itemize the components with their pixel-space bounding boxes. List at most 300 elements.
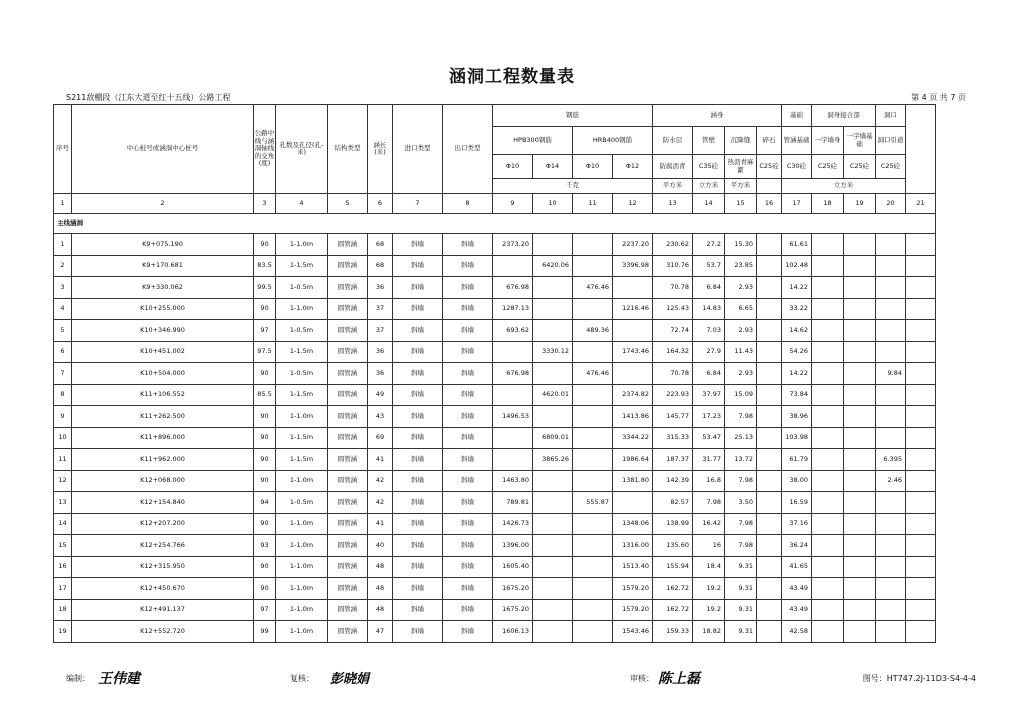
table-cell [812, 470, 844, 492]
table-cell: 6809.01 [533, 427, 573, 449]
table-cell [533, 363, 573, 385]
column-number: 20 [876, 194, 906, 214]
table-cell [533, 492, 573, 514]
header-center: 中心桩号或涵洞中心桩号 [72, 105, 254, 194]
table-cell [906, 234, 936, 256]
table-cell: 83.5 [254, 255, 276, 277]
table-cell: 斜墙 [443, 427, 493, 449]
header-d10: Φ10 [493, 155, 533, 179]
table-cell: 40 [368, 535, 393, 557]
header-wall2: 一字墙基础 [844, 127, 876, 155]
table-cell: 斜墙 [393, 599, 443, 621]
table-cell: 斜墙 [443, 621, 493, 643]
table-cell [876, 341, 906, 363]
table-cell [613, 320, 653, 342]
table-cell: 9.31 [725, 578, 757, 600]
table-cell: 85.5 [254, 384, 276, 406]
table-cell: 2 [54, 255, 72, 277]
table-cell: 16 [54, 556, 72, 578]
table-row [54, 556, 936, 578]
table-cell: 94 [254, 492, 276, 514]
table-cell: 476.46 [573, 277, 613, 299]
header-x10: Φ10 [573, 155, 613, 179]
table-row [54, 298, 936, 320]
table-cell: 82.57 [653, 492, 693, 514]
column-number: 16 [757, 194, 782, 214]
table-cell: 斜墙 [393, 535, 443, 557]
table-cell: 142.39 [653, 470, 693, 492]
table-cell: 90 [254, 449, 276, 471]
table-cell: 斜墙 [393, 298, 443, 320]
table-cell: 36.24 [782, 535, 812, 557]
table-cell: 13.72 [725, 449, 757, 471]
table-cell [844, 513, 876, 535]
table-cell [906, 449, 936, 471]
table-cell [757, 621, 782, 643]
header-portal: 洞口 [876, 105, 906, 127]
table-row [54, 255, 936, 277]
table-cell: K12+254.766 [72, 535, 254, 557]
table-cell [844, 298, 876, 320]
table-cell: 31.77 [693, 449, 725, 471]
header-asphalt: 防腐沥青 [653, 155, 693, 179]
table-cell [533, 578, 573, 600]
table-cell [812, 320, 844, 342]
table-cell: K11+106.552 [72, 384, 254, 406]
table-cell [876, 255, 906, 277]
table-row [54, 492, 936, 514]
table-cell: 4620.01 [533, 384, 573, 406]
table-cell: 73.84 [782, 384, 812, 406]
header-c25-wall2: C25砼 [844, 155, 876, 179]
table-cell: 16 [693, 535, 725, 557]
table-cell [757, 363, 782, 385]
table-cell: 164.32 [653, 341, 693, 363]
table-cell: 162.72 [653, 599, 693, 621]
column-number: 11 [573, 194, 613, 214]
table-cell: 54.26 [782, 341, 812, 363]
table-cell: 7.98 [693, 492, 725, 514]
table-cell: 103.98 [782, 427, 812, 449]
table-cell [906, 599, 936, 621]
table-cell [906, 384, 936, 406]
table-cell [533, 621, 573, 643]
table-cell [493, 427, 533, 449]
table-cell [812, 535, 844, 557]
table-cell: 1513.40 [613, 556, 653, 578]
table-cell [573, 298, 613, 320]
table-cell: 90 [254, 406, 276, 428]
table-cell: 90 [254, 298, 276, 320]
table-cell: 1-1.5m [276, 341, 328, 363]
table-cell: 37.16 [782, 513, 812, 535]
section-label: 主线涵洞 [54, 214, 936, 234]
table-cell: 25.13 [725, 427, 757, 449]
header-outlet: 出口类型 [443, 105, 493, 194]
table-cell: 7.98 [725, 470, 757, 492]
table-cell [812, 234, 844, 256]
table-cell: 90 [254, 578, 276, 600]
table-cell: 70.78 [653, 277, 693, 299]
table-cell: 14.83 [693, 298, 725, 320]
header-hole: 孔数及孔径(孔-米) [276, 105, 328, 194]
table-cell: 1-1.0m [276, 470, 328, 492]
table-cell: 斜墙 [393, 320, 443, 342]
table-row [54, 384, 936, 406]
table-cell: 14 [54, 513, 72, 535]
table-cell: 16.8 [693, 470, 725, 492]
table-cell: 1605.40 [493, 556, 533, 578]
table-cell: 斜墙 [443, 406, 493, 428]
table-cell [876, 513, 906, 535]
table-cell: K12+207.200 [72, 513, 254, 535]
column-number: 19 [844, 194, 876, 214]
table-cell: 693.62 [493, 320, 533, 342]
table-cell: 1-1.0m [276, 234, 328, 256]
table-cell: 789.81 [493, 492, 533, 514]
table-cell: 11.43 [725, 341, 757, 363]
table-cell [906, 320, 936, 342]
project-name: S211敌棚段（江东大道至红十五线）公路工程 [66, 93, 231, 102]
table-cell: 310.76 [653, 255, 693, 277]
table-cell: 斜墙 [443, 298, 493, 320]
table-cell: 9.31 [725, 556, 757, 578]
table-cell [812, 578, 844, 600]
table-cell [812, 427, 844, 449]
table-cell: 斜墙 [393, 255, 443, 277]
table-cell: 49 [368, 384, 393, 406]
header-row-1 [54, 105, 936, 127]
table-cell [757, 578, 782, 600]
table-cell [493, 255, 533, 277]
table-cell [844, 599, 876, 621]
table-cell: 6.65 [725, 298, 757, 320]
table-cell: 1-1.0m [276, 513, 328, 535]
table-cell [844, 449, 876, 471]
header-c35: C35砼 [693, 155, 725, 179]
table-cell: K10+255.000 [72, 298, 254, 320]
table-cell: 41 [368, 513, 393, 535]
table-cell: 2237.20 [613, 234, 653, 256]
header-body: 涵身 [653, 105, 782, 127]
check-label: 复核： [290, 674, 314, 683]
header-unit-sqm: 平方米 [653, 179, 693, 194]
table-cell: K9+075.190 [72, 234, 254, 256]
table-cell [757, 513, 782, 535]
column-number: 17 [782, 194, 812, 214]
table-cell: 1216.46 [613, 298, 653, 320]
table-cell [533, 234, 573, 256]
table-cell: 1743.46 [613, 341, 653, 363]
table-cell: 1496.53 [493, 406, 533, 428]
table-cell: K12+450.670 [72, 578, 254, 600]
table-cell [757, 277, 782, 299]
table-cell [573, 255, 613, 277]
header-d14: Φ14 [533, 155, 573, 179]
header-inlet: 进口类型 [393, 105, 443, 194]
table-cell [533, 535, 573, 557]
table-cell: 1-0.5m [276, 320, 328, 342]
table-cell: 7.98 [725, 513, 757, 535]
table-cell [757, 406, 782, 428]
table-cell: 8 [54, 384, 72, 406]
table-cell [906, 255, 936, 277]
column-number: 2 [72, 194, 254, 214]
header-pipe: 管壁 [693, 127, 725, 155]
table-cell: 1463.80 [493, 470, 533, 492]
table-cell [844, 470, 876, 492]
quantity-table [53, 104, 936, 643]
table-cell: 315.33 [653, 427, 693, 449]
table-cell: 1 [54, 234, 72, 256]
table-cell [757, 384, 782, 406]
table-cell [613, 492, 653, 514]
table-cell [876, 234, 906, 256]
table-cell [906, 298, 936, 320]
table-cell: 2.93 [725, 363, 757, 385]
table-cell [876, 492, 906, 514]
table-row [54, 277, 936, 299]
table-cell: 圆管涵 [328, 578, 368, 600]
table-cell: 555.87 [573, 492, 613, 514]
table-cell [573, 234, 613, 256]
page-title: 涵洞工程数量表 [449, 67, 575, 87]
header-settle-sub: 热沥青麻絮 [725, 155, 757, 179]
table-cell: 1606.13 [493, 621, 533, 643]
table-cell: 斜墙 [443, 234, 493, 256]
table-cell: 4 [54, 298, 72, 320]
table-cell: 9 [54, 406, 72, 428]
table-cell: 12 [54, 470, 72, 492]
table-cell: 90 [254, 363, 276, 385]
table-cell: 6420.06 [533, 255, 573, 277]
table-cell: 斜墙 [443, 556, 493, 578]
table-cell: 斜墙 [393, 578, 443, 600]
table-cell [812, 513, 844, 535]
table-cell: 53.7 [693, 255, 725, 277]
column-number: 5 [328, 194, 368, 214]
table-cell [906, 492, 936, 514]
table-cell: 187.37 [653, 449, 693, 471]
header-seq: 序号 [54, 105, 72, 194]
header-transition: 洞身接合部 [812, 105, 876, 127]
table-cell [812, 363, 844, 385]
table-cell: 圆管涵 [328, 492, 368, 514]
table-cell: 135.60 [653, 535, 693, 557]
table-cell: 斜墙 [393, 384, 443, 406]
table-cell: 1316.00 [613, 535, 653, 557]
table-cell [573, 578, 613, 600]
column-number: 14 [693, 194, 725, 214]
table-cell: 1-0.5m [276, 363, 328, 385]
table-cell [812, 255, 844, 277]
column-number: 9 [493, 194, 533, 214]
table-cell [906, 513, 936, 535]
table-cell: 14.22 [782, 277, 812, 299]
table-cell: 斜墙 [443, 470, 493, 492]
table-cell: 15.30 [725, 234, 757, 256]
table-cell: 68 [368, 234, 393, 256]
table-cell [757, 427, 782, 449]
table-cell: 159.33 [653, 621, 693, 643]
table-cell: 斜墙 [443, 492, 493, 514]
table-cell: 3396.98 [613, 255, 653, 277]
table-cell [906, 535, 936, 557]
table-cell: 斜墙 [443, 513, 493, 535]
drawing-number: 图号：HT747.2J-11D3-S4-4-4 [862, 674, 976, 683]
table-cell [876, 427, 906, 449]
table-cell [573, 535, 613, 557]
table-row [54, 470, 936, 492]
table-cell: 93 [254, 535, 276, 557]
table-cell: 圆管涵 [328, 384, 368, 406]
table-cell: 斜墙 [393, 406, 443, 428]
table-cell [844, 535, 876, 557]
table-row [54, 578, 936, 600]
table-cell: 476.46 [573, 363, 613, 385]
table-cell [757, 535, 782, 557]
table-cell: 37.97 [693, 384, 725, 406]
table-cell [876, 578, 906, 600]
table-cell: 145.77 [653, 406, 693, 428]
table-cell: 69 [368, 427, 393, 449]
table-cell: 99.5 [254, 277, 276, 299]
table-cell [812, 277, 844, 299]
column-number: 1 [54, 194, 72, 214]
table-cell [876, 535, 906, 557]
table-cell: 1579.20 [613, 599, 653, 621]
header-c30: C30砼 [782, 155, 812, 179]
table-cell: 47 [368, 621, 393, 643]
table-cell: 14.62 [782, 320, 812, 342]
table-cell: 14.22 [782, 363, 812, 385]
header-c25-gravel: C25砼 [757, 155, 782, 179]
table-cell [613, 277, 653, 299]
table-cell: 125.43 [653, 298, 693, 320]
table-row [54, 513, 936, 535]
table-cell: 圆管涵 [328, 427, 368, 449]
column-number: 6 [368, 194, 393, 214]
table-cell: 41 [368, 449, 393, 471]
table-cell: 圆管涵 [328, 470, 368, 492]
header-steel: 钢筋 [493, 105, 653, 127]
section-row [54, 214, 936, 234]
header-hrb: HRB400钢筋 [573, 127, 653, 155]
table-cell: 37 [368, 298, 393, 320]
table-cell: K12+491.137 [72, 599, 254, 621]
table-cell: 1-1.5m [276, 427, 328, 449]
table-cell [757, 492, 782, 514]
table-cell: 10 [54, 427, 72, 449]
table-cell: 1-1.0m [276, 556, 328, 578]
table-cell [757, 255, 782, 277]
header-angle: 公路中线与涵洞轴线的交角(度) [254, 105, 276, 194]
table-row [54, 599, 936, 621]
column-number: 15 [725, 194, 757, 214]
table-cell: 斜墙 [393, 621, 443, 643]
table-cell [573, 449, 613, 471]
table-cell: 斜墙 [393, 277, 443, 299]
table-cell: 6.84 [693, 277, 725, 299]
table-cell: 斜墙 [443, 277, 493, 299]
table-cell: 1-0.5m [276, 492, 328, 514]
table-cell: 1396.00 [493, 535, 533, 557]
table-cell [812, 492, 844, 514]
table-cell: 90 [254, 427, 276, 449]
table-cell: 斜墙 [393, 341, 443, 363]
table-cell: 43 [368, 406, 393, 428]
table-cell: K10+451.002 [72, 341, 254, 363]
table-cell: 43.49 [782, 599, 812, 621]
table-cell: 72.74 [653, 320, 693, 342]
table-cell [533, 556, 573, 578]
table-cell: K12+315.950 [72, 556, 254, 578]
table-cell [812, 384, 844, 406]
table-cell [844, 556, 876, 578]
table-cell: 11 [54, 449, 72, 471]
header-foundation: 基础 [782, 105, 812, 127]
table-cell: 圆管涵 [328, 320, 368, 342]
table-cell [906, 406, 936, 428]
table-cell [812, 599, 844, 621]
table-cell [844, 578, 876, 600]
table-cell: 9.84 [876, 363, 906, 385]
table-cell: 圆管涵 [328, 556, 368, 578]
table-cell: 圆管涵 [328, 298, 368, 320]
header-waterproof: 防水层 [653, 127, 693, 155]
header-unit-sqm2: 平方米 [725, 179, 757, 194]
table-cell: 230.62 [653, 234, 693, 256]
column-number: 8 [443, 194, 493, 214]
table-cell: 27.9 [693, 341, 725, 363]
table-cell: 1-0.5m [276, 277, 328, 299]
table-cell: 33.22 [782, 298, 812, 320]
table-cell: 18.82 [693, 621, 725, 643]
table-cell: 斜墙 [393, 556, 443, 578]
table-cell: 37 [368, 320, 393, 342]
table-cell: 斜墙 [443, 320, 493, 342]
table-cell: 7.98 [725, 406, 757, 428]
column-number: 12 [613, 194, 653, 214]
table-cell [876, 277, 906, 299]
table-cell: K11+896.000 [72, 427, 254, 449]
table-cell: 斜墙 [393, 470, 443, 492]
table-cell [533, 298, 573, 320]
table-cell [812, 556, 844, 578]
table-cell: 19 [54, 621, 72, 643]
table-cell: K9+170.681 [72, 255, 254, 277]
table-cell: 53.47 [693, 427, 725, 449]
header-unit-cbm2: 立方米 [782, 179, 906, 194]
table-cell [573, 406, 613, 428]
table-cell: 1-1.0m [276, 535, 328, 557]
table-cell [573, 470, 613, 492]
table-cell: 61.61 [782, 234, 812, 256]
table-row [54, 427, 936, 449]
table-cell: 1413.86 [613, 406, 653, 428]
table-cell: 2.93 [725, 277, 757, 299]
table-cell [573, 556, 613, 578]
header-structure: 结构类型 [328, 105, 368, 194]
table-cell [573, 384, 613, 406]
table-cell [757, 599, 782, 621]
table-cell [876, 599, 906, 621]
table-cell [906, 277, 936, 299]
table-cell: 斜墙 [443, 535, 493, 557]
table-cell [906, 470, 936, 492]
table-cell [844, 255, 876, 277]
table-cell [757, 298, 782, 320]
